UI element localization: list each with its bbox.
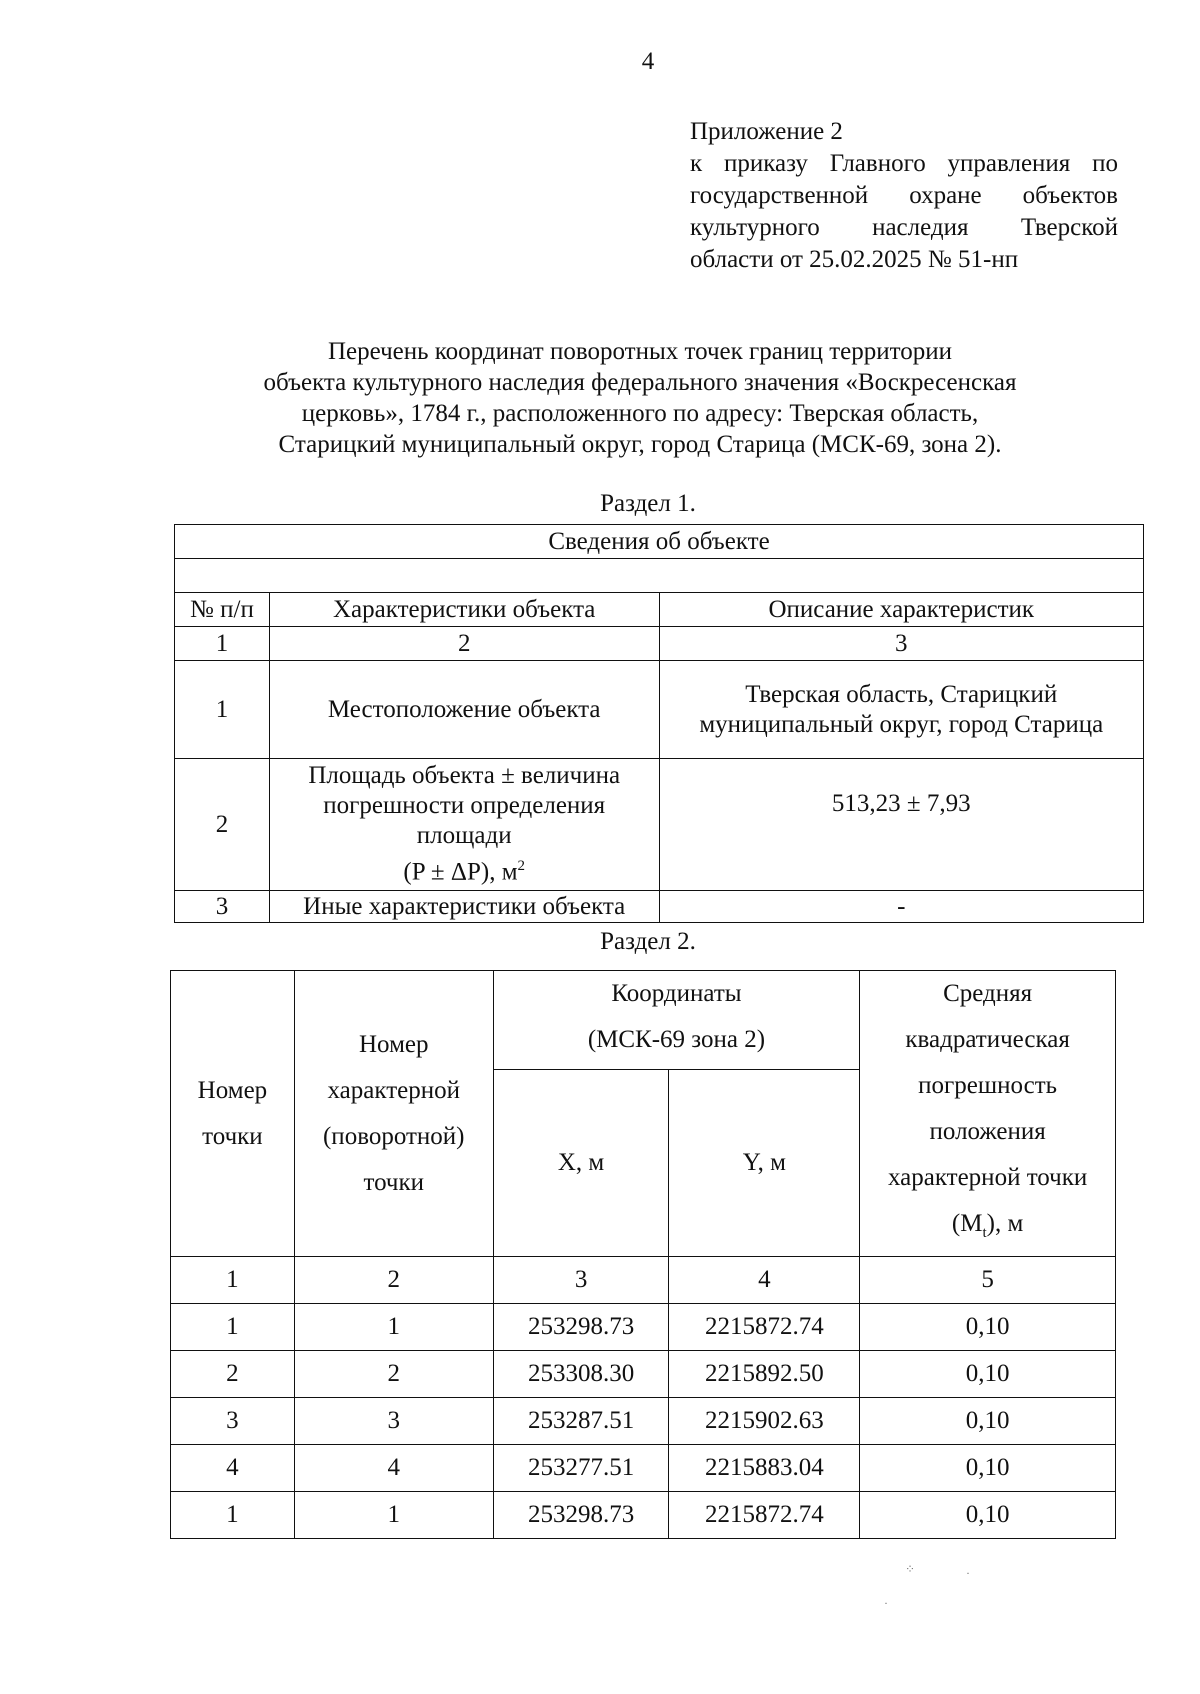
title-line: Перечень координат поворотных точек границ территории	[327, 338, 952, 365]
coord-x: 253277.51	[493, 1445, 669, 1492]
header-line: характерной	[327, 1076, 460, 1104]
header-x: X, м	[493, 1069, 669, 1256]
error-value: 0,10	[860, 1398, 1116, 1445]
coord-y: 2215872.74	[669, 1304, 860, 1351]
header-line: (поворотной)	[322, 1122, 465, 1150]
error-symbol: (M	[951, 1210, 983, 1237]
coord-y: 2215872.74	[669, 1492, 860, 1539]
characteristic-name-line: площади	[416, 822, 512, 850]
table-row	[171, 1445, 1116, 1492]
column-number: 3	[493, 1257, 669, 1304]
characteristic-description: -	[659, 891, 1143, 923]
row-number: 1	[175, 661, 270, 759]
header-coordinates	[493, 971, 860, 1070]
scan-speck: ⁘	[905, 1562, 916, 1576]
coord-x: 253308.30	[493, 1351, 669, 1398]
header-cell: № п/п	[175, 593, 270, 627]
document-title	[160, 336, 1120, 460]
area-formula	[276, 851, 653, 887]
coord-y: 2215892.50	[669, 1351, 860, 1398]
error-symbol-subscript: t	[982, 1225, 987, 1241]
characteristic-name: Местоположение объекта	[269, 661, 659, 759]
column-number: 4	[669, 1257, 860, 1304]
characteristic-description: Тверская область, Старицкий муниципальный округ, город Старица	[659, 661, 1143, 759]
header-cell: Характеристики объекта	[269, 593, 659, 627]
column-number: 3	[659, 627, 1143, 661]
characteristic-name: Иные характеристики объекта	[269, 891, 659, 923]
coord-x: 253298.73	[493, 1492, 669, 1539]
row-number: 3	[175, 891, 270, 923]
header-line: точки	[363, 1168, 425, 1196]
appendix-line: государственной охране объектов	[690, 182, 1118, 209]
error-unit: ), м	[986, 1210, 1024, 1237]
header-line: погрешность	[918, 1072, 1058, 1099]
table-row	[171, 1398, 1116, 1445]
header-line: Номер	[197, 1076, 268, 1104]
column-number: 1	[171, 1257, 295, 1304]
area-formula-superscript: 2	[517, 858, 526, 875]
coord-x: 253298.73	[493, 1304, 669, 1351]
header-point-number	[171, 971, 295, 1257]
char-point-number: 1	[294, 1492, 493, 1539]
title-line: церковь», 1784 г., расположенного по адресу: Тверская область,	[301, 400, 979, 427]
coordinates-table	[170, 970, 1116, 1539]
scan-speck: ·	[966, 1566, 970, 1580]
error-value: 0,10	[860, 1304, 1116, 1351]
point-number: 2	[171, 1351, 295, 1398]
characteristic-name-line: погрешности определения	[323, 792, 606, 820]
appendix-line: Приложение 2	[690, 118, 843, 145]
error-value: 0,10	[860, 1492, 1116, 1539]
table-row	[171, 1304, 1116, 1351]
column-number: 1	[175, 627, 270, 661]
scan-speck: ·	[884, 1596, 888, 1610]
coord-y: 2215883.04	[669, 1445, 860, 1492]
char-point-number: 4	[294, 1445, 493, 1492]
header-y: Y, м	[669, 1069, 860, 1256]
characteristic-description: 513,23 ± 7,93	[659, 759, 1143, 891]
error-value: 0,10	[860, 1445, 1116, 1492]
object-info-table	[174, 524, 1144, 923]
column-number: 2	[269, 627, 659, 661]
header-line: Номер	[359, 1030, 429, 1058]
table-row	[171, 1492, 1116, 1539]
page-number: 4	[641, 48, 655, 75]
header-line: квадратическая	[905, 1026, 1070, 1053]
title-line: объекта культурного наследия федерального значения «Воскресенская	[263, 369, 1017, 396]
table-row	[171, 1351, 1116, 1398]
appendix-line: к приказу Главного управления по	[690, 150, 1118, 177]
appendix-line: области от 25.02.2025 № 51-нп	[690, 246, 1019, 273]
error-value: 0,10	[860, 1351, 1116, 1398]
column-number: 5	[860, 1257, 1116, 1304]
point-number: 3	[171, 1398, 295, 1445]
table-title: Сведения об объекте	[175, 525, 1144, 559]
header-line: характерной точки	[887, 1164, 1088, 1191]
column-number: 2	[294, 1257, 493, 1304]
appendix-line: культурного наследия Тверской	[690, 214, 1118, 241]
header-error	[860, 971, 1116, 1257]
header-line	[864, 1201, 1111, 1256]
title-line: Старицкий муниципальный округ, город Старица (МСК-69, зона 2).	[278, 431, 1002, 458]
characteristic-name-line: Площадь объекта ± величина	[308, 762, 621, 790]
section2-label: Раздел 2.	[600, 928, 696, 955]
coord-y: 2215902.63	[669, 1398, 860, 1445]
row-number: 2	[175, 759, 270, 891]
point-number: 1	[171, 1304, 295, 1351]
area-formula-text: (P ± ΔP), м	[403, 858, 518, 886]
header-line: Средняя	[943, 980, 1033, 1007]
header-line: точки	[202, 1122, 263, 1150]
appendix-header	[690, 116, 1118, 276]
empty-row	[175, 559, 1144, 593]
header-cell: Описание характеристик	[659, 593, 1143, 627]
section1-label: Раздел 1.	[600, 490, 696, 517]
characteristic-name	[269, 759, 659, 891]
char-point-number: 2	[294, 1351, 493, 1398]
point-number: 4	[171, 1445, 295, 1492]
header-line: (МСК-69 зона 2)	[587, 1026, 766, 1053]
coord-x: 253287.51	[493, 1398, 669, 1445]
char-point-number: 3	[294, 1398, 493, 1445]
point-number: 1	[171, 1492, 295, 1539]
header-line: Координаты	[611, 980, 742, 1007]
header-char-point-number	[294, 971, 493, 1257]
char-point-number: 1	[294, 1304, 493, 1351]
header-line: положения	[929, 1118, 1046, 1145]
